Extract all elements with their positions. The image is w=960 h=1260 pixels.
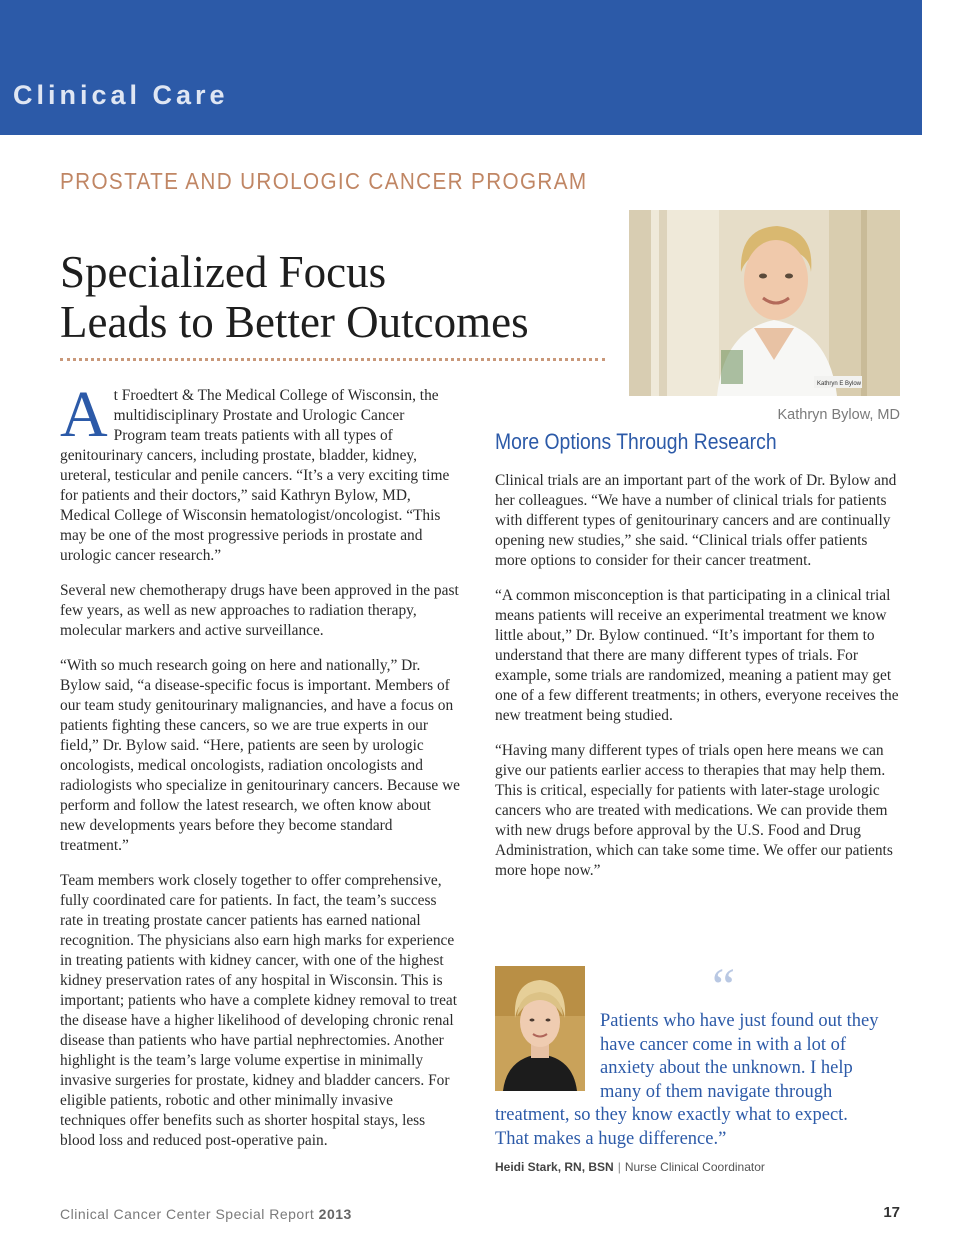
pull-quote-line: treatment, so they know exactly what to expect. xyxy=(495,1105,848,1125)
program-title: PROSTATE AND UROLOGIC CANCER PROGRAM xyxy=(60,168,588,194)
article-paragraph: “With so much research going on here and nationally,” Dr. Bylow said, “a disease-specific focus is important. Members of our team study genitourinary malignancies, and have a focus on patients fighting these cancers, so we are true experts in our field,” Dr. Bylow said. “Here, patients are seen by urologic oncologists, medical oncologists, radiation oncologists and radiologists who specialize in genitourinary cancers. Because we perform and follow the latest research, we often know about new developments years before they become standard treatment.” xyxy=(60,657,461,854)
article-right-column xyxy=(495,471,900,896)
drop-cap: A xyxy=(60,378,108,451)
attribution-role: Nurse Clinical Coordinator xyxy=(624,1160,765,1174)
article-paragraph: “Having many different types of trials open here means we can give our patients earlier access to therapies that may help them. This is critical, especially for patients with later-stage urologic cancers who are treated with medications. We can provide them with new drugs before approval by the U.S. Food and Drug Administration, which can take some time. We offer our patients more hope now.” xyxy=(495,742,893,879)
headline xyxy=(60,247,620,347)
quote-attribution xyxy=(495,1160,765,1174)
pull-quote-line: have cancer come in with a lot of xyxy=(600,1034,847,1055)
footer-publication xyxy=(60,1206,352,1222)
pull-quote-line: anxiety about the unknown. I help xyxy=(600,1058,853,1078)
article-paragraph: Team members work closely together to offer comprehensive, fully coordinated care for patients. In fact, the team’s success rate in treating prostate cancer patients has earned national recognition. The physicians also earn high marks for experience in treating patients with kidney cancer, with one of the highest kidney preservation rates of any hospital in Wisconsin. This is important; patients who have a complete kidney removal to treat the disease have a higher likelihood of developing chronic renal disease than patients who have partial nephrectomies. Another highlight is the team’s large volume expertise in minimally invasive surgeries for prostate, kidney and bladder cancers. For eligible patients, robotic and other minimally invasive techniques offer benefits such as shorter hospital stays, less blood loss and reduced post-operative pain. xyxy=(60,872,458,1149)
article-paragraph: Several new chemotherapy drugs have been approved in the past few years, as well as new approaches to radiation therapy, molecular markers and active surveillance. xyxy=(60,582,459,639)
dotted-divider xyxy=(60,358,605,361)
photo-caption: Kathryn Bylow, MD xyxy=(777,407,900,423)
article-paragraph-text: t Froedtert & The Medical College of Wisconsin, the multidisciplinary Prostate and Urologic Cancer Program team treats patients with all types of genitourinary cancers, including prostate, bladder, kidney, ureteral, testicular and penile cancers. “It’s a very exciting time for patients and their doctors,” said Kathryn Bylow, MD, Medical College of Wisconsin hematologist/oncologist. “This may be one of the most progressive periods in prostate and urologic cancer research.” xyxy=(60,387,450,564)
pull-quote-line: Patients who have just found out they xyxy=(600,1011,879,1031)
pull-quote-line: That makes a huge difference.” xyxy=(495,1128,727,1149)
section-label: Clinical Care xyxy=(13,80,229,110)
doctor-portrait-photo xyxy=(629,210,900,396)
article-left-column xyxy=(60,378,461,1166)
article-paragraph: “A common misconception is that participating in a clinical trial means patients will receive an experimental treatment we know little about,” Dr. Bylow continued. “It’s important for them to understand that there are many different types of trials. For example, some trials are randomized, meaning a patient may get one of a few different treatments; in others, everyone receives the new treatment being studied. xyxy=(495,587,899,724)
attribution-name: Heidi Stark, RN, BSN xyxy=(495,1160,614,1174)
headline-line-2: Leads to Better Outcomes xyxy=(60,297,529,347)
article-paragraph xyxy=(60,378,460,566)
headline-line-1: Specialized Focus xyxy=(60,247,387,297)
attribution-separator: | xyxy=(617,1160,621,1174)
article-paragraph: Clinical trials are an important part of the work of Dr. Bylow and her colleagues. “We have a number of clinical trials for patients with different types of genitourinary cancers and are continually opening new studies,” she said. “Clinical trials offer patients more options to consider for their cancer treatment. xyxy=(495,472,897,569)
footer-publication-title: Clinical Cancer Center Special Report xyxy=(60,1206,315,1222)
quote-mark-icon: “ xyxy=(712,959,736,1016)
header-band xyxy=(0,0,922,135)
pull-quote-line: many of them navigate through xyxy=(600,1081,833,1102)
name-badge-text: Kathryn E Bylow xyxy=(817,381,862,387)
page-number: 17 xyxy=(883,1204,900,1221)
section-subhead: More Options Through Research xyxy=(495,429,777,454)
pull-quote xyxy=(495,1010,900,1151)
footer-year: 2013 xyxy=(318,1206,352,1222)
